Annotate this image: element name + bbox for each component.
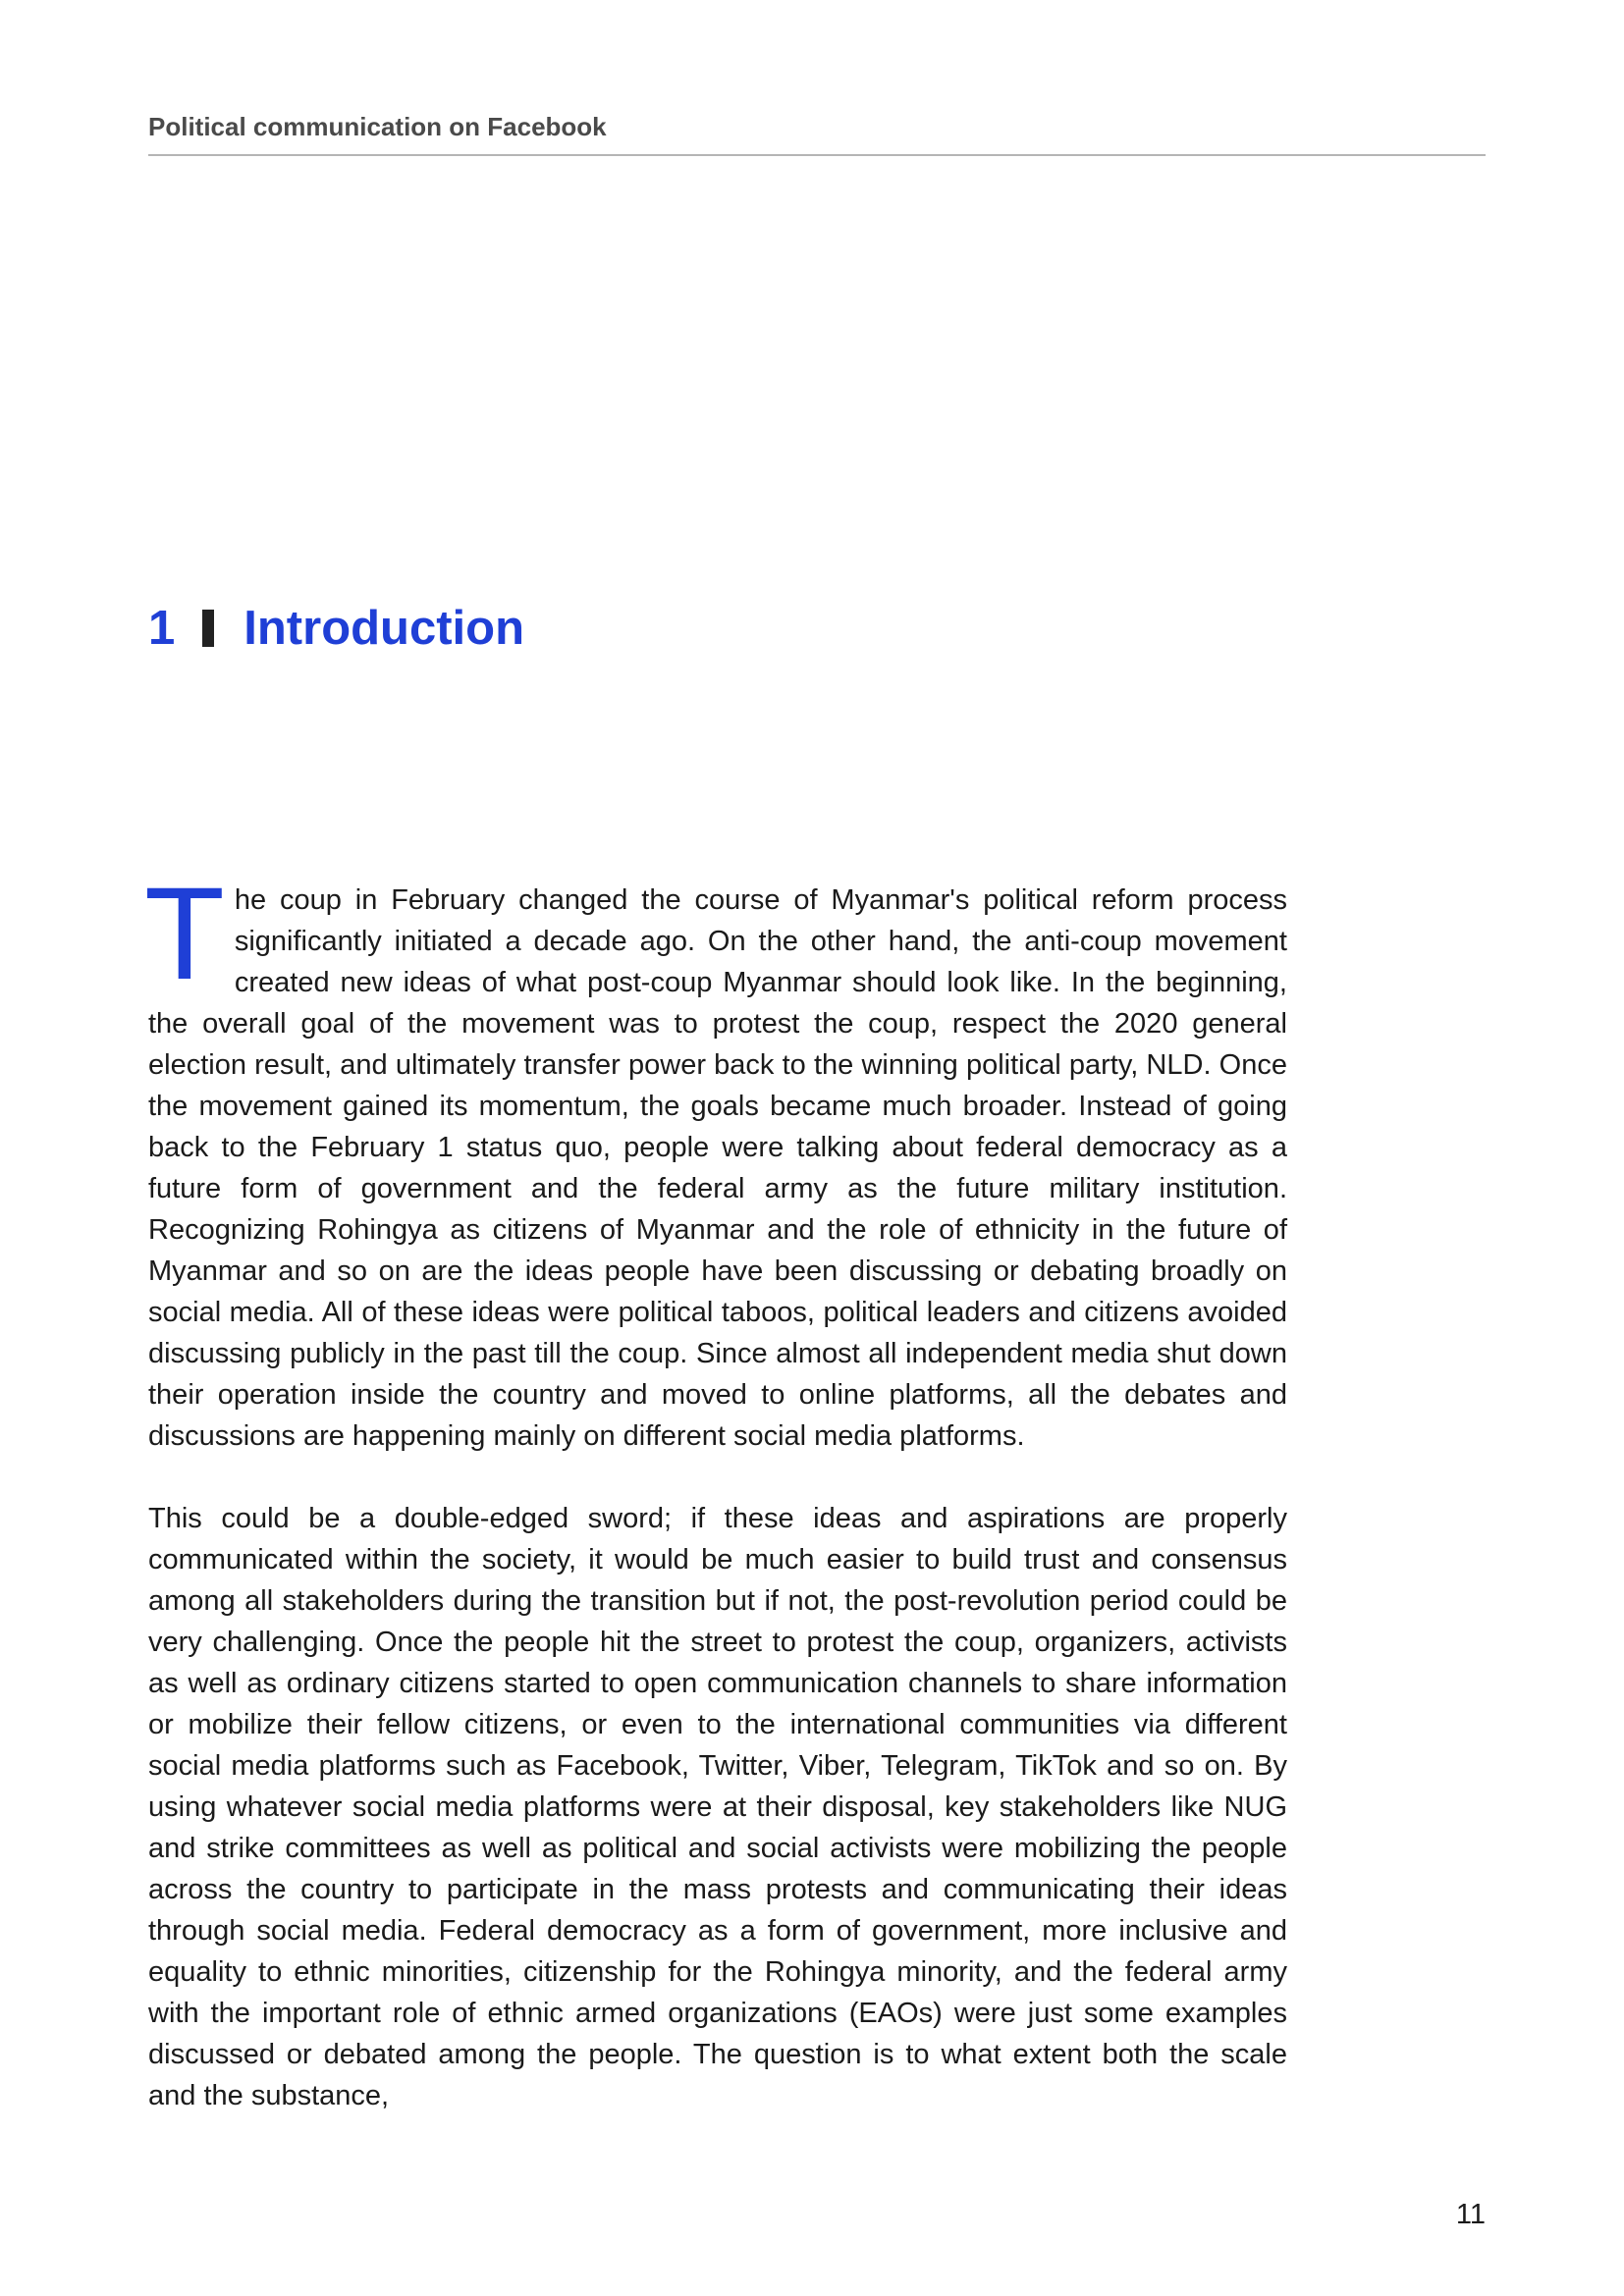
paragraph-1 — [144, 861, 1287, 1457]
running-title: Political communication on Facebook — [148, 112, 607, 141]
chapter-title: Introduction — [244, 602, 525, 655]
paragraph-2: This could be a double-edged sword; if these ideas and aspirations are properly communicated within the society, it would be much easier to build trust and consensus among all stakeholders during the transition but if not, the post-revolution period could be very challenging. Once the people hit the street to protest the coup, organizers, activists as well as ordinary citizens started to open communication channels to share information or mobilize their fellow citizens, or even to the international communities via different social media platforms such as Facebook, Twitter, Viber, Telegram, TikTok and so on. By using whatever social media platforms were at their disposal, key stakeholders like NUG and strike committees as well as political and social activists were mobilizing the people across the country to participate in the mass protests and communicating their ideas through social media. Federal democracy as a form of government, more inclusive and equality to ethnic minorities, citizenship for the Rohingya minority, and the federal army with the important role of ethnic armed organizations (EAOs) were just some examples discussed or debated among the people. The question is to what extent both the scale and the substance, — [148, 1503, 1287, 2111]
page-number: 11 — [1455, 2199, 1486, 2230]
drop-cap: T — [144, 861, 225, 1007]
chapter-number: 1 — [148, 602, 176, 655]
paragraph-1-text: he coup in February changed the course of Myanmar's political reform process significantly initiated a decade ago. On the other hand, the anti-coup movement created new ideas of what post-coup Myanmar should look like. In the beginning, the overall goal of the movement was to protest the coup, respect the 2020 general election result, and ultimately transfer power back to the winning political party, NLD. Once the movement gained its momentum, the goals became much broader. Instead of going back to the February 1 status quo, people were talking about federal democracy as a future form of government and the federal army as the future military institution. Recognizing Rohingya as citizens of Myanmar and the role of ethnicity in the future of Myanmar and so on are the ideas people have been discussing or debating broadly on social media. All of these ideas were political taboos, political leaders and citizens avoided discussing publicly in the past till the coup. Since almost all independent media shut down their operation inside the country and moved to online platforms, all the debates and discussions are happening mainly on different social media platforms. — [148, 884, 1287, 1452]
chapter-heading — [148, 601, 524, 656]
running-header — [148, 112, 1486, 156]
body-text — [144, 861, 1287, 2158]
chapter-separator-bar — [202, 610, 214, 647]
